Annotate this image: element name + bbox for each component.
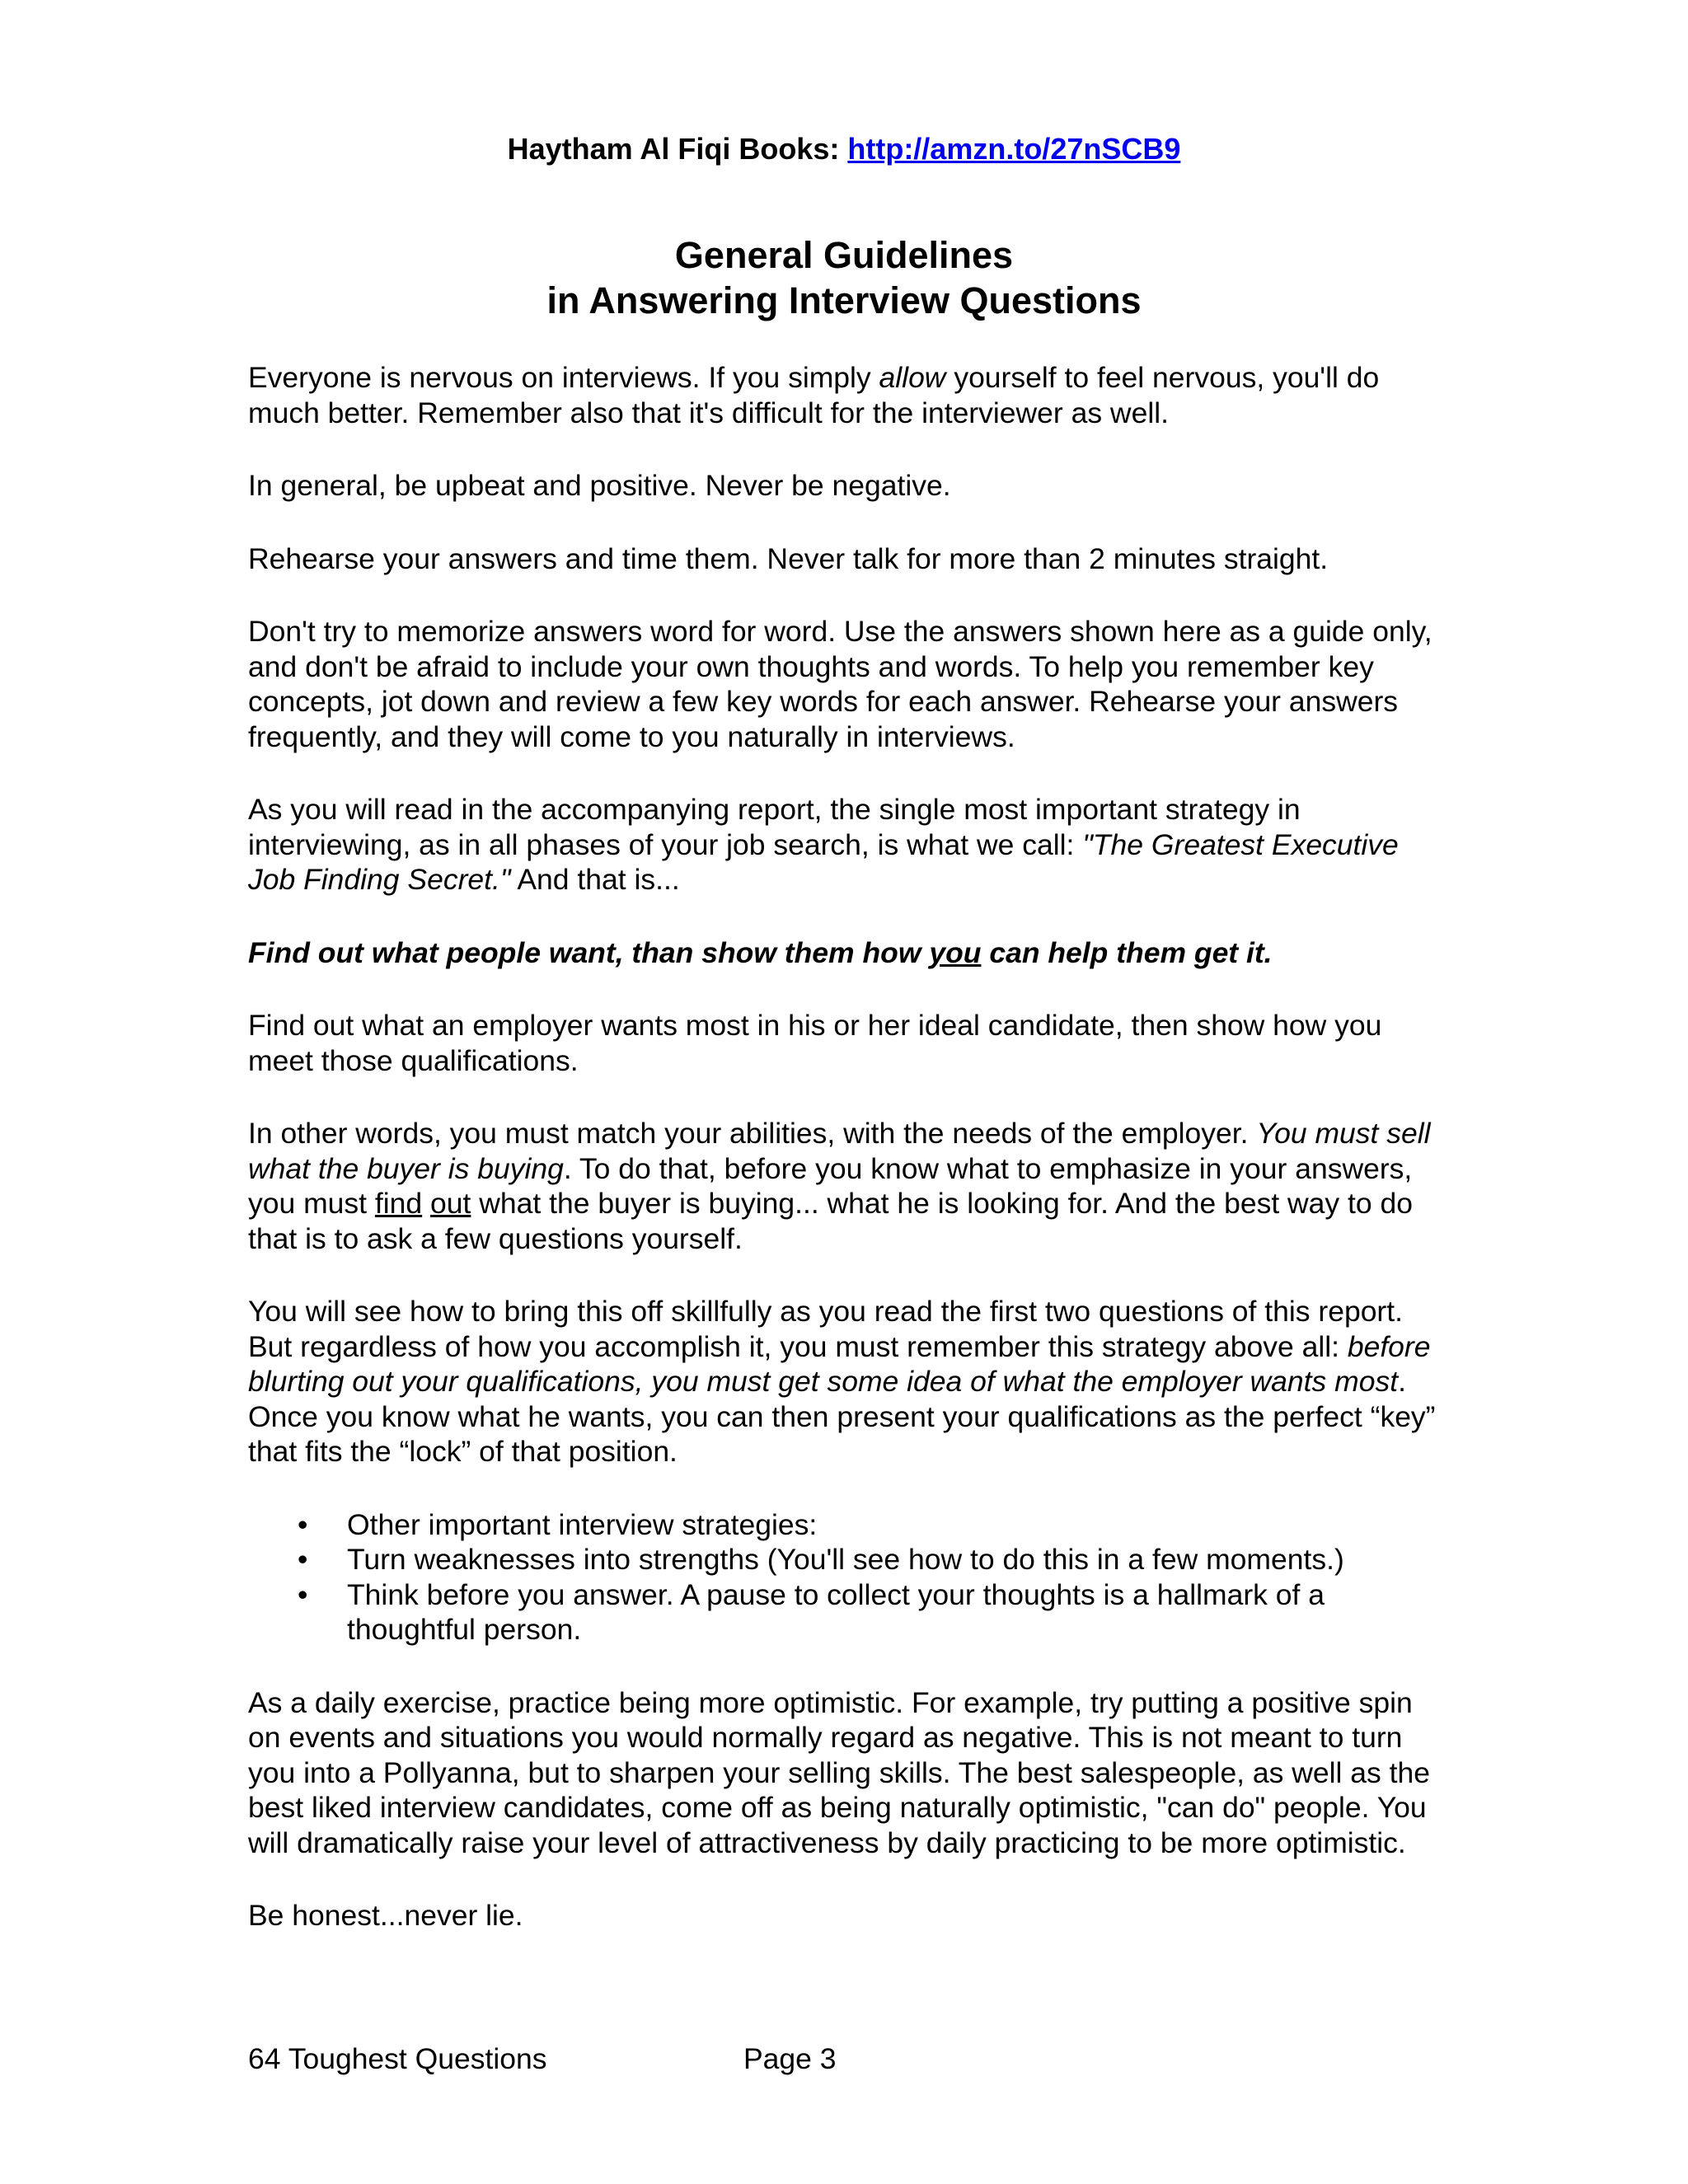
text-run xyxy=(422,1187,430,1220)
header-line xyxy=(0,132,1688,166)
list-item xyxy=(248,1507,1443,1543)
text-run: Find out what people want, than show them how xyxy=(248,935,930,969)
text-run-underlined: out xyxy=(430,1187,471,1220)
paragraph-employer-wants: Find out what an employer wants most in his or her ideal candidate, then show how you meet those qualifications. xyxy=(248,1009,1382,1077)
text-run-italic: before blurting out your qualifications, you must get some idea of what the employer wants most xyxy=(248,1329,1431,1398)
paragraph-upbeat: In general, be upbeat and positive. Never be negative. xyxy=(248,469,951,502)
paragraph-honest: Be honest...never lie. xyxy=(248,1899,523,1932)
text-run-underlined: find xyxy=(374,1187,423,1220)
bullet-icon: • xyxy=(298,1507,308,1541)
text-run: can help them get it. xyxy=(981,935,1273,969)
title-line-1: General Guidelines xyxy=(674,234,1014,276)
text-run-italic: You must sell what the buyer is buying xyxy=(248,1117,1431,1185)
list-item xyxy=(248,1577,1443,1647)
text-run-italic: "The Greatest Executive Job Finding Secret." xyxy=(248,827,1399,896)
paragraph-skillfully xyxy=(248,1294,1443,1469)
body-text xyxy=(248,360,1443,1971)
paragraph-nervous xyxy=(248,360,1443,430)
list-item-text: Turn weaknesses into strengths (You'll see how to do this in a few moments.) xyxy=(347,1543,1344,1576)
paragraph-strategy xyxy=(248,792,1443,898)
text-run: Everyone is nervous on interviews. If you simply xyxy=(248,361,879,394)
strategy-bullet-list xyxy=(248,1507,1443,1647)
paragraph-key-secret xyxy=(248,935,1443,971)
page-number: Page 3 xyxy=(743,2042,837,2075)
title-line-2: in Answering Interview Questions xyxy=(546,279,1142,321)
text-run: what the buyer is buying... what he is looking for. And the best way to do that is to ask a few questions yourself. xyxy=(248,1187,1413,1255)
text-run: As you will read in the accompanying report, the single most important strategy in interviewing, as in all phases of your job search, is what we call: xyxy=(248,793,1301,861)
text-run: You will see how to bring this off skillfully as you read the first two questions of this report. But regardless of how you accomplish it, you must remember this strategy above all: xyxy=(248,1295,1403,1363)
amazon-link[interactable]: http://amzn.to/27nSCB9 xyxy=(847,132,1181,166)
text-run: And that is... xyxy=(510,863,680,896)
list-item-text: Think before you answer. A pause to collect your thoughts is a hallmark of a thoughtful person. xyxy=(347,1577,1325,1646)
footer-title: 64 Toughest Questions xyxy=(248,2042,547,2075)
text-run: yourself to feel nervous, you'll do much better. Remember also that it's difficult for the interviewer as well. xyxy=(248,361,1380,429)
paragraph-match-abilities xyxy=(248,1116,1443,1256)
text-run-italic: allow xyxy=(879,361,946,394)
text-run: . To do that, before you know what to emphasize in your answers, you must xyxy=(248,1151,1413,1220)
list-item xyxy=(248,1542,1443,1577)
paragraph-rehearse: Rehearse your answers and time them. Never talk for more than 2 minutes straight. xyxy=(248,541,1329,575)
page-title xyxy=(0,232,1688,323)
paragraph-memorize: Don't try to memorize answers word for word. Use the answers shown here as a guide only, and don't be afraid to include your own thoughts and words. To help you remember key concepts, jot down and review a few key words for each answer. Rehearse your answers frequently, and they will come to you naturally in interviews. xyxy=(248,615,1432,753)
list-item-text: Other important interview strategies: xyxy=(347,1507,818,1541)
text-run-underlined: you xyxy=(929,935,982,969)
page-footer xyxy=(248,2041,837,2076)
text-run: . Once you know what he wants, you can then present your qualifications as the perfect “key” that fits the “lock” of that position. xyxy=(248,1365,1436,1468)
header-label: Haytham Al Fiqi Books: xyxy=(507,132,840,166)
bullet-icon: • xyxy=(298,1543,308,1576)
paragraph-optimistic: As a daily exercise, practice being more optimistic. For example, try putting a positive spin on events and situations you would normally regard as negative. This is not meant to turn you into a Pollyanna, but to sharpen your selling skills. The best salespeople, as well as the best liked interview candidates, come off as being naturally optimistic, "can do" people. You will dramatically raise your level of attractiveness by daily practicing to be more optimistic. xyxy=(248,1685,1430,1859)
text-run: In other words, you must match your abilities, with the needs of the employer. xyxy=(248,1117,1257,1150)
bullet-icon: • xyxy=(298,1577,308,1611)
